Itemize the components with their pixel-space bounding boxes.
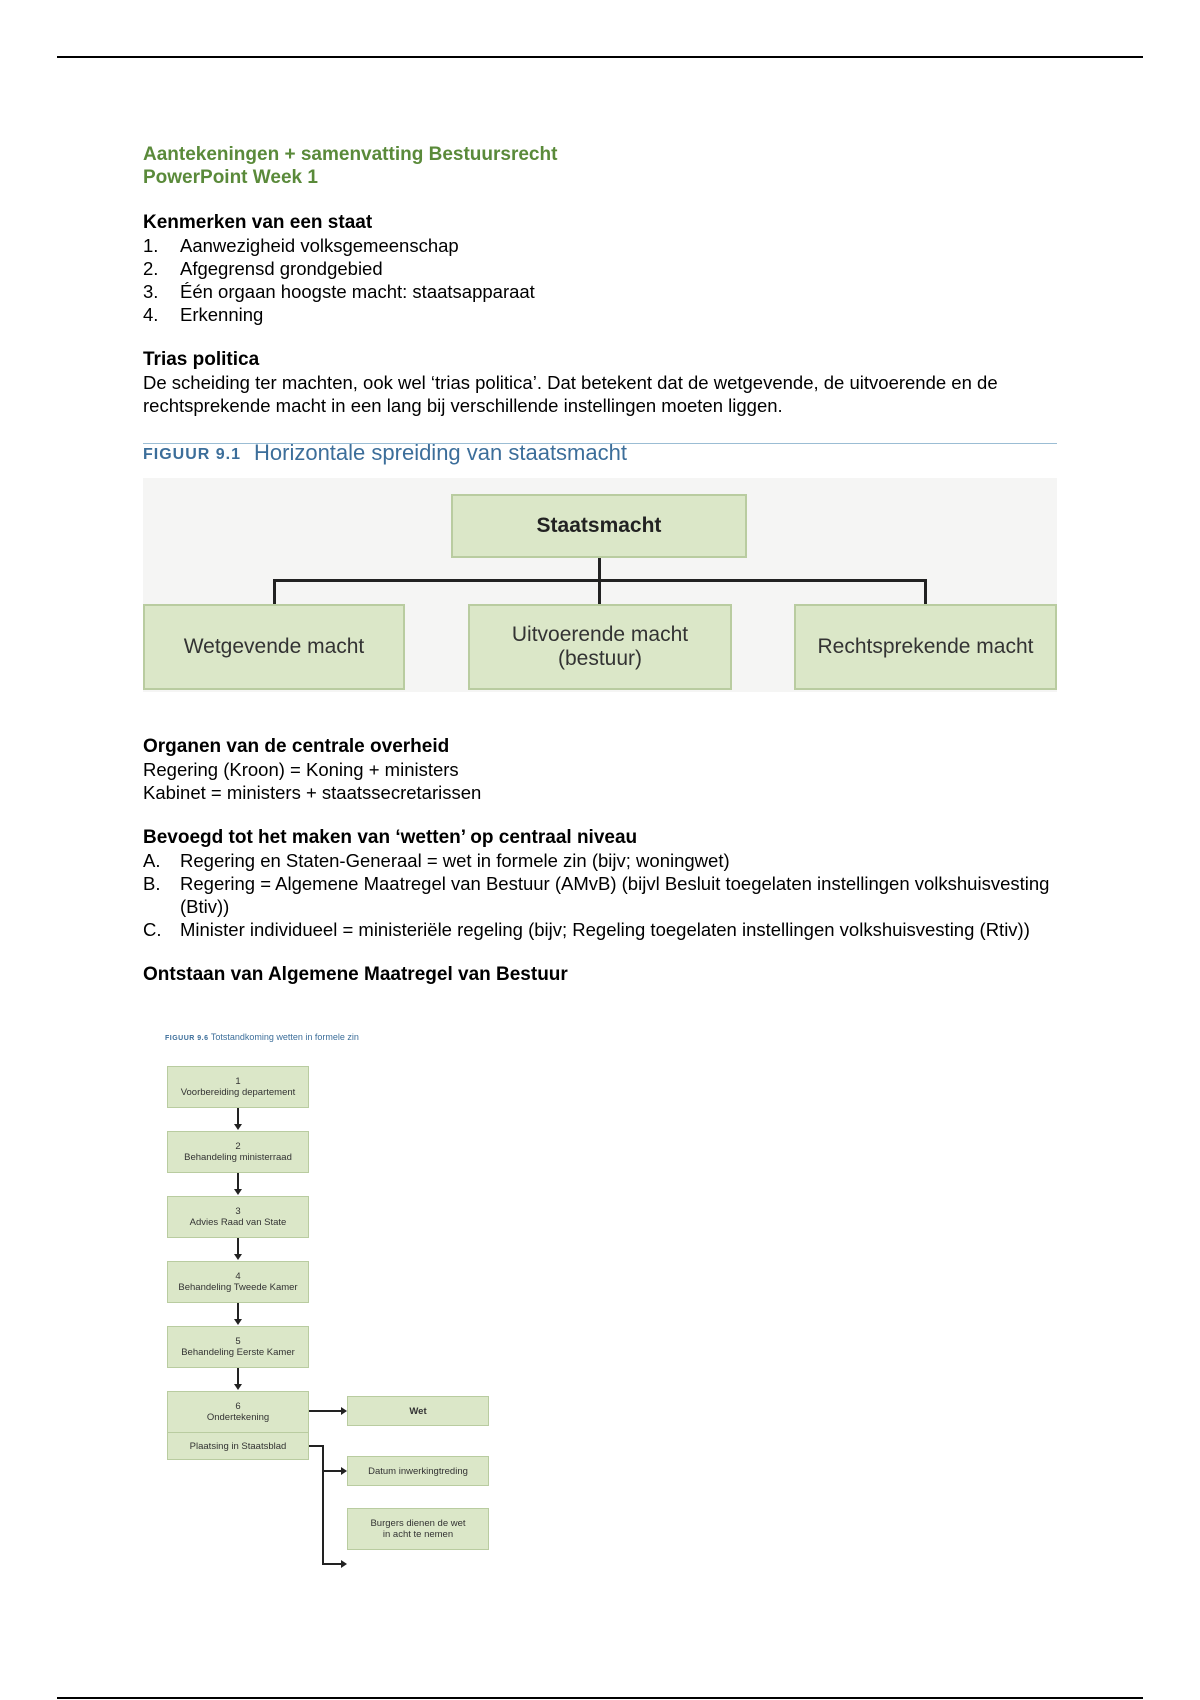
list-text: Minister individueel = ministeriële regeling (bijv; Regeling toegelaten instellingen volkshuisvesting (Rtiv)) <box>180 919 1030 940</box>
step-text: Behandeling ministerraad <box>184 1152 292 1163</box>
step-number: 3 <box>235 1206 241 1217</box>
list-text: Regering = Algemene Maatregel van Bestuur (AMvB) (bijvl Besluit toegelaten instellingen volkshuisvesting (Btiv)) <box>180 873 1050 917</box>
arrow-down-icon <box>234 1254 242 1260</box>
list-text: Één orgaan hoogste macht: staatsapparaat <box>180 281 535 302</box>
list-text: Afgegrensd grondgebied <box>180 258 383 279</box>
connector-horizontal <box>273 579 926 582</box>
figure-label: FIGUUR 9.6 <box>165 1035 209 1042</box>
section-bevoegd <box>143 826 1063 941</box>
arrow-right-icon <box>341 1560 347 1568</box>
step-box <box>167 1326 309 1368</box>
figure-title: Horizontale spreiding van staatsmacht <box>254 440 627 465</box>
flow-line <box>322 1445 324 1565</box>
document-body-lower <box>143 735 1063 986</box>
step-box <box>167 1261 309 1303</box>
list-letter: B. <box>143 873 161 894</box>
list-item <box>143 918 1063 941</box>
paragraph-line: Kabinet = ministers + staatssecretarissen <box>143 782 482 803</box>
step-text: Advies Raad van State <box>189 1217 287 1228</box>
uitvoerende-macht-box <box>468 604 732 690</box>
flow-line <box>309 1410 341 1412</box>
section-organen <box>143 735 1063 804</box>
burgers-box <box>347 1508 489 1550</box>
bevoegd-list <box>143 849 1063 941</box>
section-heading: Bevoegd tot het maken van ‘wetten’ op centraal niveau <box>143 827 638 848</box>
step-box <box>167 1196 309 1238</box>
arrow-down-icon <box>234 1384 242 1390</box>
box-line-2: (bestuur) <box>557 647 642 670</box>
flow-line <box>322 1563 341 1565</box>
figure-staatsmacht <box>143 440 1057 692</box>
list-number: 3. <box>143 281 159 302</box>
title-line-1: Aantekeningen + samenvatting Bestuursrecht <box>143 144 558 165</box>
rechtsprekende-macht-box: Rechtsprekende macht <box>794 604 1057 690</box>
step-box <box>167 1131 309 1173</box>
wet-box: Wet <box>347 1396 489 1426</box>
box-line-2: in acht te nemen <box>382 1529 454 1540</box>
section-heading: Kenmerken van een staat <box>143 212 373 233</box>
list-number: 1. <box>143 235 159 256</box>
list-number: 4. <box>143 304 159 325</box>
document-title <box>143 143 1063 189</box>
section-trias <box>143 348 1063 417</box>
wetgevende-macht-box: Wetgevende macht <box>143 604 405 690</box>
list-item <box>143 234 1063 257</box>
figure-title: Totstandkoming wetten in formele zin <box>210 1032 359 1042</box>
top-rule <box>57 56 1143 58</box>
bottom-rule <box>57 1697 1143 1699</box>
step-number: 6 <box>235 1401 241 1412</box>
list-letter: C. <box>143 919 162 940</box>
step-number: 4 <box>235 1271 241 1282</box>
list-item <box>143 303 1063 326</box>
list-text: Erkenning <box>180 304 264 325</box>
step-number: 5 <box>235 1336 241 1347</box>
flow-line <box>322 1470 341 1472</box>
step-text: Behandeling Eerste Kamer <box>181 1347 295 1358</box>
paragraph: De scheiding ter machten, ook wel ‘trias politica’. Dat betekent dat de wetgevende, de uitvoerende en de rechtsprekende macht in een lang bij verschillende instellingen moeten liggen. <box>143 372 998 416</box>
step-text: Ondertekening <box>206 1412 270 1423</box>
list-item <box>143 872 1063 918</box>
list-text: Regering en Staten-Generaal = wet in formele zin (bijv; woningwet) <box>180 850 730 871</box>
plaatsing-box: Plaatsing in Staatsblad <box>167 1432 309 1460</box>
step-number: 1 <box>235 1076 241 1087</box>
list-number: 2. <box>143 258 159 279</box>
box-line-1: Burgers dienen de wet <box>370 1518 466 1529</box>
arrow-down-icon <box>234 1124 242 1130</box>
section-heading: Organen van de centrale overheid <box>143 736 450 757</box>
step-box <box>167 1066 309 1108</box>
box-line-1: Uitvoerende macht <box>511 623 689 646</box>
figure-totstandkoming <box>163 1032 503 1552</box>
section-kenmerken <box>143 211 1063 326</box>
document-body <box>143 143 1063 417</box>
datum-box: Datum inwerkingtreding <box>347 1456 489 1486</box>
step-number: 2 <box>235 1141 241 1152</box>
title-line-2: PowerPoint Week 1 <box>143 167 318 188</box>
section-ontstaan <box>143 963 1063 986</box>
list-item <box>143 849 1063 872</box>
arrow-down-icon <box>234 1319 242 1325</box>
flow-line <box>309 1445 323 1447</box>
figure-label: FIGUUR 9.1 <box>143 446 242 463</box>
connector-right <box>924 579 927 604</box>
kenmerken-list <box>143 234 1063 326</box>
step-box <box>167 1391 309 1433</box>
section-heading: Ontstaan van Algemene Maatregel van Bestuur <box>143 964 568 985</box>
list-letter: A. <box>143 850 161 871</box>
connector-left <box>273 579 276 604</box>
staatsmacht-box: Staatsmacht <box>451 494 747 558</box>
list-text: Aanwezigheid volksgemeenschap <box>180 235 459 256</box>
figure-caption <box>165 1032 359 1042</box>
list-item <box>143 280 1063 303</box>
step-text: Behandeling Tweede Kamer <box>178 1282 298 1293</box>
paragraph-line: Regering (Kroon) = Koning + ministers <box>143 759 459 780</box>
arrow-down-icon <box>234 1189 242 1195</box>
step-text: Voorbereiding departement <box>180 1087 296 1098</box>
list-item <box>143 257 1063 280</box>
section-heading: Trias politica <box>143 349 260 370</box>
